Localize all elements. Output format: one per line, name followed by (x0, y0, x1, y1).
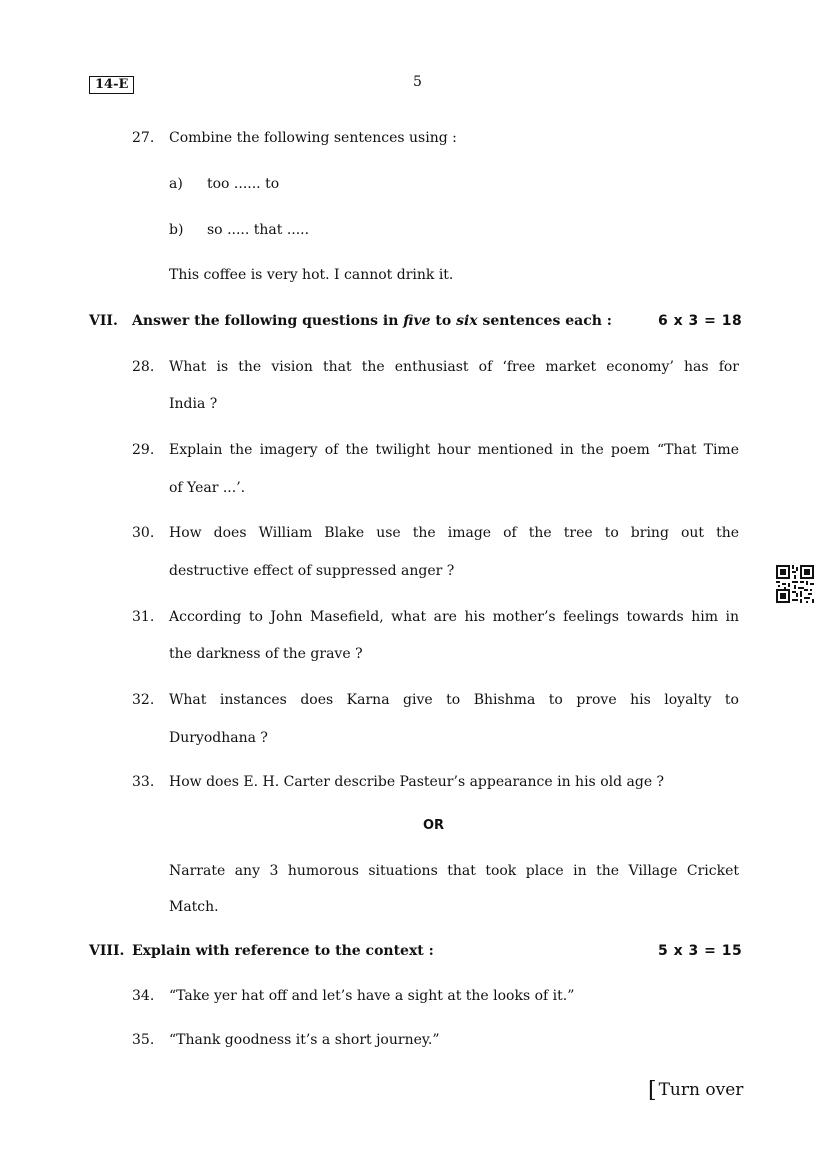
question-29-line1: Explain the imagery of the twilight hour mentioned in the poem “That Time (169, 442, 739, 458)
turn-over-text: Turn over (658, 1080, 744, 1100)
section-7-title-mid: to (430, 313, 457, 329)
section-7-title-pre: Answer the following questions in (132, 313, 404, 329)
page-number: 5 (413, 74, 422, 90)
question-28-line2: India ? (169, 396, 218, 412)
question-27-text: Combine the following sentences using : (169, 130, 457, 146)
question-27-number: 27. (132, 130, 155, 146)
section-8-title: Explain with reference to the context : (132, 943, 434, 959)
question-35-text: “Thank goodness it’s a short journey.” (169, 1032, 440, 1048)
section-7-title-post: sentences each : (477, 313, 612, 329)
option-b-text: so ..... that ..... (207, 222, 310, 238)
section-7-number: VII. (89, 313, 118, 329)
alt-question-line2: Match. (169, 899, 219, 915)
question-30-line2: destructive effect of suppressed anger ? (169, 563, 455, 579)
question-33-line1: How does E. H. Carter describe Pasteur’s appearance in his old age ? (169, 774, 665, 790)
question-30-number: 30. (132, 525, 155, 541)
or-divider: OR (423, 818, 445, 833)
question-31-line1: According to John Masefield, what are his mother’s feelings towards him in (169, 609, 739, 625)
section-7-title (132, 313, 612, 329)
section-7-title-six: six (456, 313, 478, 329)
question-28-line1: What is the vision that the enthusiast of ‘free market economy’ has for (169, 359, 739, 375)
qr-code-icon (776, 565, 814, 603)
question-29-number: 29. (132, 442, 155, 458)
question-32-line2: Duryodhana ? (169, 730, 268, 746)
section-8-marks: 5 x 3 = 15 (658, 943, 743, 959)
question-35-number: 35. (132, 1032, 155, 1048)
turn-over-bracket: [ (648, 1078, 657, 1103)
option-b-label: b) (169, 222, 184, 238)
question-32-number: 32. (132, 692, 155, 708)
question-28-number: 28. (132, 359, 155, 375)
section-7-title-five: five (403, 313, 431, 329)
question-33-number: 33. (132, 774, 155, 790)
section-7-marks: 6 x 3 = 18 (658, 313, 743, 329)
question-27-sentence: This coffee is very hot. I cannot drink it. (169, 267, 454, 283)
question-31-number: 31. (132, 609, 155, 625)
question-32-line1: What instances does Karna give to Bhishma to prove his loyalty to (169, 692, 739, 708)
option-a-text: too ...... to (207, 176, 280, 192)
question-30-line1: How does William Blake use the image of the tree to bring out the (169, 525, 739, 541)
option-a-label: a) (169, 176, 183, 192)
question-29-line2: of Year ...’. (169, 480, 246, 496)
section-8-number: VIII. (89, 943, 125, 959)
turn-over-note (648, 1076, 743, 1101)
paper-code-badge: 14-E (89, 76, 134, 94)
alt-question-line1: Narrate any 3 humorous situations that took place in the Village Cricket (169, 863, 739, 879)
question-34-number: 34. (132, 988, 155, 1004)
question-31-line2: the darkness of the grave ? (169, 646, 363, 662)
question-34-text: “Take yer hat off and let’s have a sight at the looks of it.” (169, 988, 575, 1004)
